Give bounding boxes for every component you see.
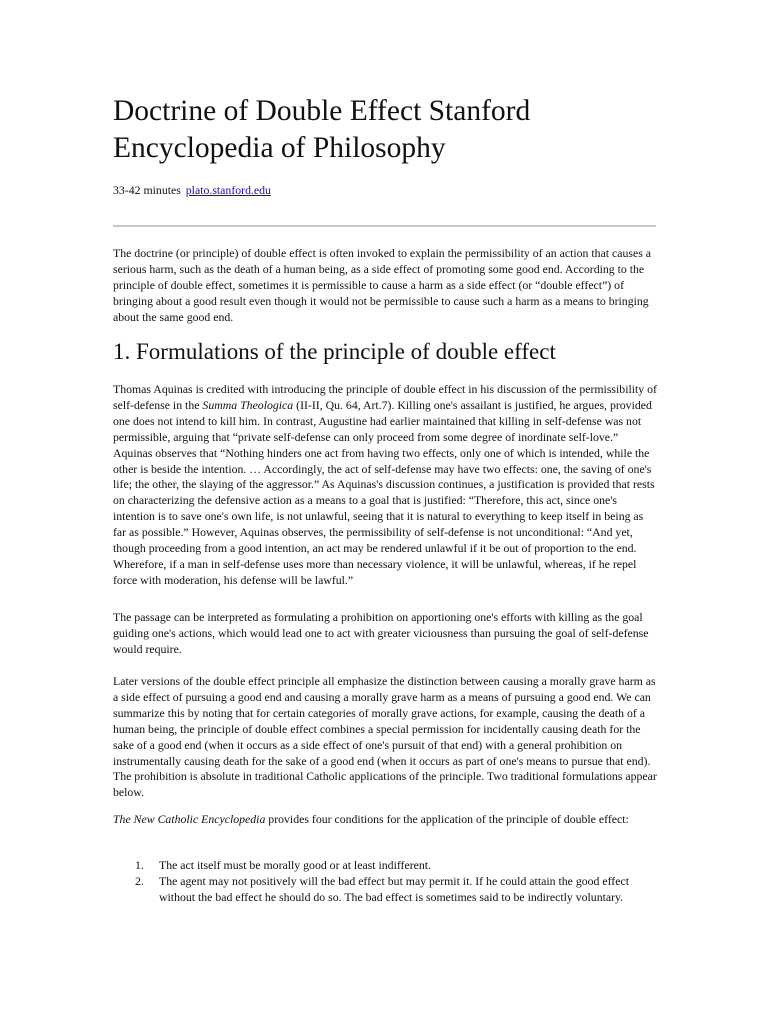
encyclopedia-title: The New Catholic Encyclopedia: [113, 812, 266, 826]
list-item-number: 2.: [135, 873, 144, 888]
aquinas-paragraph: [113, 382, 658, 589]
header-divider: [113, 225, 656, 227]
catholic-encyclopedia-paragraph: [113, 812, 658, 828]
encyclopedia-text: provides four conditions for the application of the principle of double effect:: [265, 812, 629, 826]
aquinas-text-a: Thomas Aquinas is credited with introducing the principle of double effect in his discussion of the permissibility of self-defense in the: [113, 382, 657, 412]
summa-theologica-title: Summa Theologica: [202, 397, 294, 412]
intro-paragraph: The doctrine (or principle) of double effect is often invoked to explain the permissibility of an action that causes a serious harm, such as the death of a human being, as a side effect of promoting some good end. According to the principle of double effect, sometimes it is permissible to cause a harm as a side effect (or “double effect”) of bringing about a good result even though it would not be permissible to cause such a harm as a means to bringing about the same good end.: [113, 246, 652, 324]
article-meta: [113, 183, 271, 198]
section-heading: 1. Formulations of the principle of double effect: [113, 339, 556, 364]
list-item-text: The act itself must be morally good or at least indifferent.: [159, 858, 432, 872]
interpretation-paragraph: The passage can be interpreted as formulating a prohibition on apportioning one's efforts with killing as the goal guiding one's actions, which would lead one to act with greater viciousness than pursuing the goal of self-defense would require.: [113, 610, 649, 656]
read-time: 33-42 minutes: [113, 183, 181, 197]
list-item-number: 1.: [135, 858, 144, 872]
list-item: [113, 874, 658, 906]
list-item-text: The agent may not positively will the bad effect but may permit it. If he could attain the good effect without the bad effect he should do so. The bad effect is sometimes said to be indirectly voluntary.: [159, 873, 629, 904]
page-title: Doctrine of Double Effect Stanford Encyclopedia of Philosophy: [113, 95, 531, 164]
list-item: [113, 858, 658, 874]
aquinas-text-b: (II-II, Qu. 64, Art.7). Killing one's assailant is justified, he argues, provided one does not intend to kill him. In contrast, Augustine had earlier maintained that killing in self-defense was not permissible, arguing that “private self-defense can only proceed from some degree of inordinate self-love.” Aquinas observes that “Nothing hinders one act from having two effects, only one of which is intended, while the other is beside the intention. … Accordingly, the act of self-defense may have two effects: one, the saving of one's life; the other, the slaying of the aggressor.” As Aquinas's discussion continues, a justification is provided that rests on characterizing the defensive action as a means to a goal that is justified: “Therefore, this act, since one's intention is to save one's own life, is not unlawful, seeing that it is natural to everything to keep itself in being as far as possible.” However, Aquinas observes, the permissibility of self-defense is not unconditional: “And yet, though proceeding from a good intention, an act may be rendered unlawful if it be out of proportion to the end. Wherefore, if a man in self-defense uses more than necessary violence, it will be unlawful, whereas, if he repel force with moderation, his defense will be lawful.”: [113, 397, 655, 587]
conditions-list: [113, 858, 658, 906]
source-link[interactable]: plato.stanford.edu: [185, 183, 271, 197]
later-versions-paragraph: Later versions of the double effect principle all emphasize the distinction between causing a morally grave harm as a side effect of pursuing a good end and causing a morally grave harm as a means of pursuing a good end. We can summarize this by noting that for certain categories of morally grave actions, for example, causing the death of a human being, the principle of double effect combines a special permission for incidentally causing death for the sake of a good end (when it occurs as a side effect of one's pursuit of that end) with a general prohibition on instrumentally causing death for the sake of a good end (when it occurs as part of one's means to pursue that end). The prohibition is absolute in traditional Catholic applications of the principle. Two traditional formulations appear below.: [113, 674, 657, 800]
